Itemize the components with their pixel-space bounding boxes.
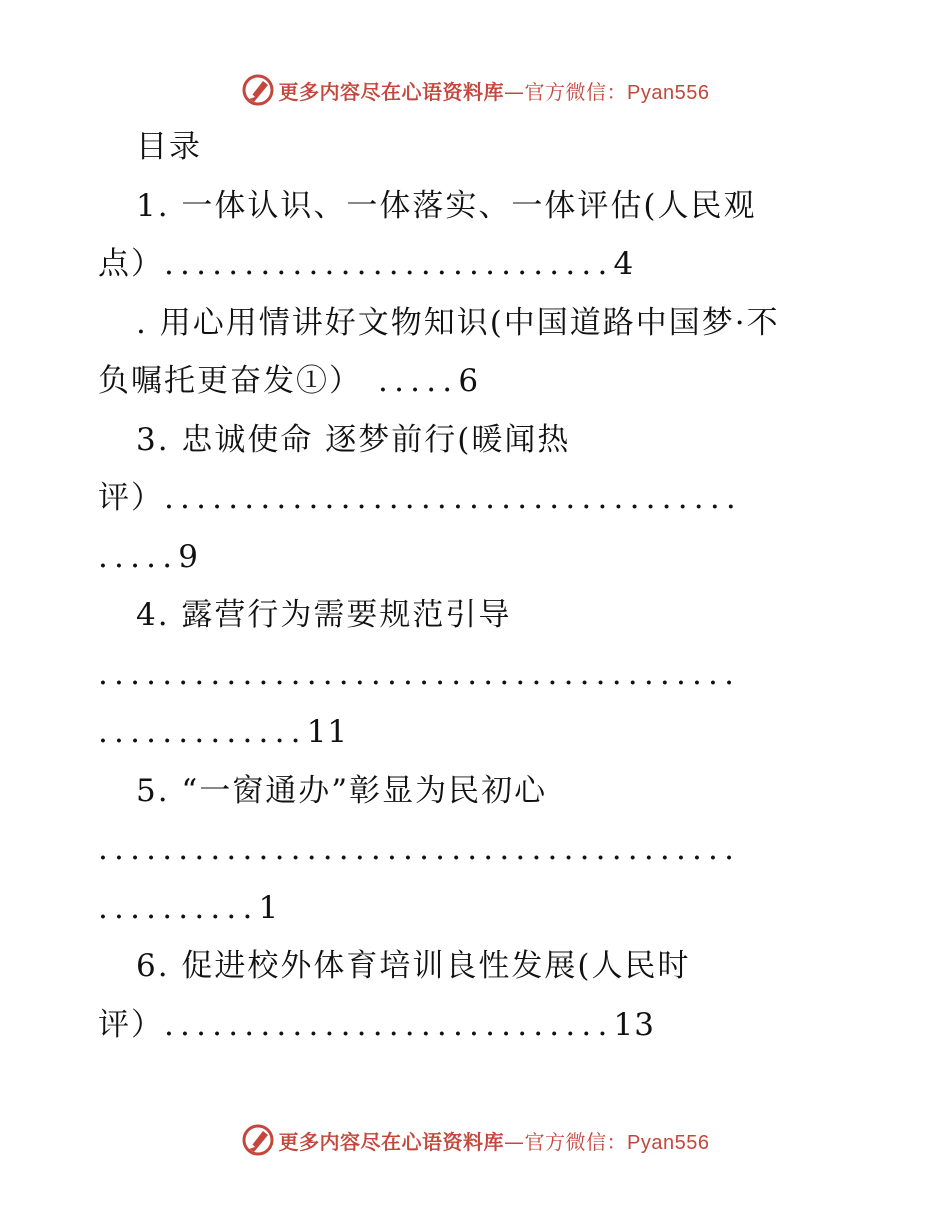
footer-banner	[0, 1120, 950, 1160]
toc-line	[98, 469, 843, 528]
toc-line-text: 3. 忠诚使命 逐梦前行(暖闻热	[136, 421, 571, 458]
toc-line-text: 评）	[98, 1006, 164, 1043]
toc-leader-dots: .............	[98, 714, 307, 750]
toc-line	[98, 645, 843, 704]
toc-leader-dots: ............................	[164, 246, 614, 282]
banner-brand-text: 更多内容尽在心语资料库	[278, 1129, 505, 1154]
banner-wechat-id: Pyan556	[627, 1131, 710, 1154]
toc-page-number: 13	[613, 1006, 655, 1043]
toc-leader-dots: ....................................	[164, 480, 742, 516]
toc-leader-dots: ........................................	[98, 831, 741, 867]
toc-line	[98, 703, 843, 762]
toc-page-number: 6	[458, 363, 480, 399]
banner-wechat-label: —官方微信：	[504, 79, 628, 104]
toc-line-text: . 用心用情讲好文物知识(中国道路中国梦·不	[136, 304, 780, 341]
toc-line	[98, 937, 843, 996]
toc-line	[98, 294, 843, 353]
toc-leader-dots: ..........	[98, 889, 259, 926]
toc-line-text: 负嘱托更奋发①）	[98, 363, 362, 399]
toc-heading: 目录	[136, 129, 202, 165]
toc-leader-dots: .....	[362, 363, 459, 399]
toc-line-text: 点）	[98, 246, 164, 282]
toc-line-text: 1. 一体认识、一体落实、一体评估(人民观	[136, 187, 757, 224]
toc-leader-dots: .....	[98, 538, 179, 575]
toc-page-number: 1	[258, 889, 280, 926]
banner-wechat-id: Pyan556	[627, 81, 710, 104]
toc-page-number: 9	[178, 538, 200, 575]
toc-line	[98, 586, 843, 645]
toc-line	[98, 879, 843, 938]
toc-line-text: 5. “一窗通办”彰显为民初心	[136, 772, 548, 809]
toc-line	[98, 820, 843, 879]
pen-logo-icon	[241, 73, 275, 107]
banner-text	[279, 76, 710, 105]
toc-line	[98, 235, 843, 294]
toc-line	[98, 411, 843, 470]
toc-leader-dots: ............................	[164, 1006, 614, 1043]
toc-line	[98, 352, 843, 411]
toc-leader-dots: ........................................	[98, 655, 741, 692]
toc-line	[98, 996, 843, 1055]
toc-lines	[98, 177, 843, 1055]
toc-line-text: 4. 露营行为需要规范引导	[136, 597, 512, 633]
toc-line	[98, 528, 843, 587]
toc-page-number: 4	[613, 246, 635, 282]
toc-line	[98, 762, 843, 821]
header-banner	[0, 70, 950, 110]
pen-logo-icon	[241, 1123, 275, 1157]
toc-line	[98, 177, 843, 236]
table-of-contents	[98, 118, 843, 1054]
toc-line-text: 6. 促进校外体育培训良性发展(人民时	[136, 948, 691, 984]
toc-line-text: 评）	[98, 480, 164, 516]
banner-text	[279, 1126, 710, 1155]
banner-brand-text: 更多内容尽在心语资料库	[278, 79, 505, 104]
toc-page-number: 11	[306, 714, 349, 750]
banner-wechat-label: —官方微信：	[504, 1129, 628, 1154]
